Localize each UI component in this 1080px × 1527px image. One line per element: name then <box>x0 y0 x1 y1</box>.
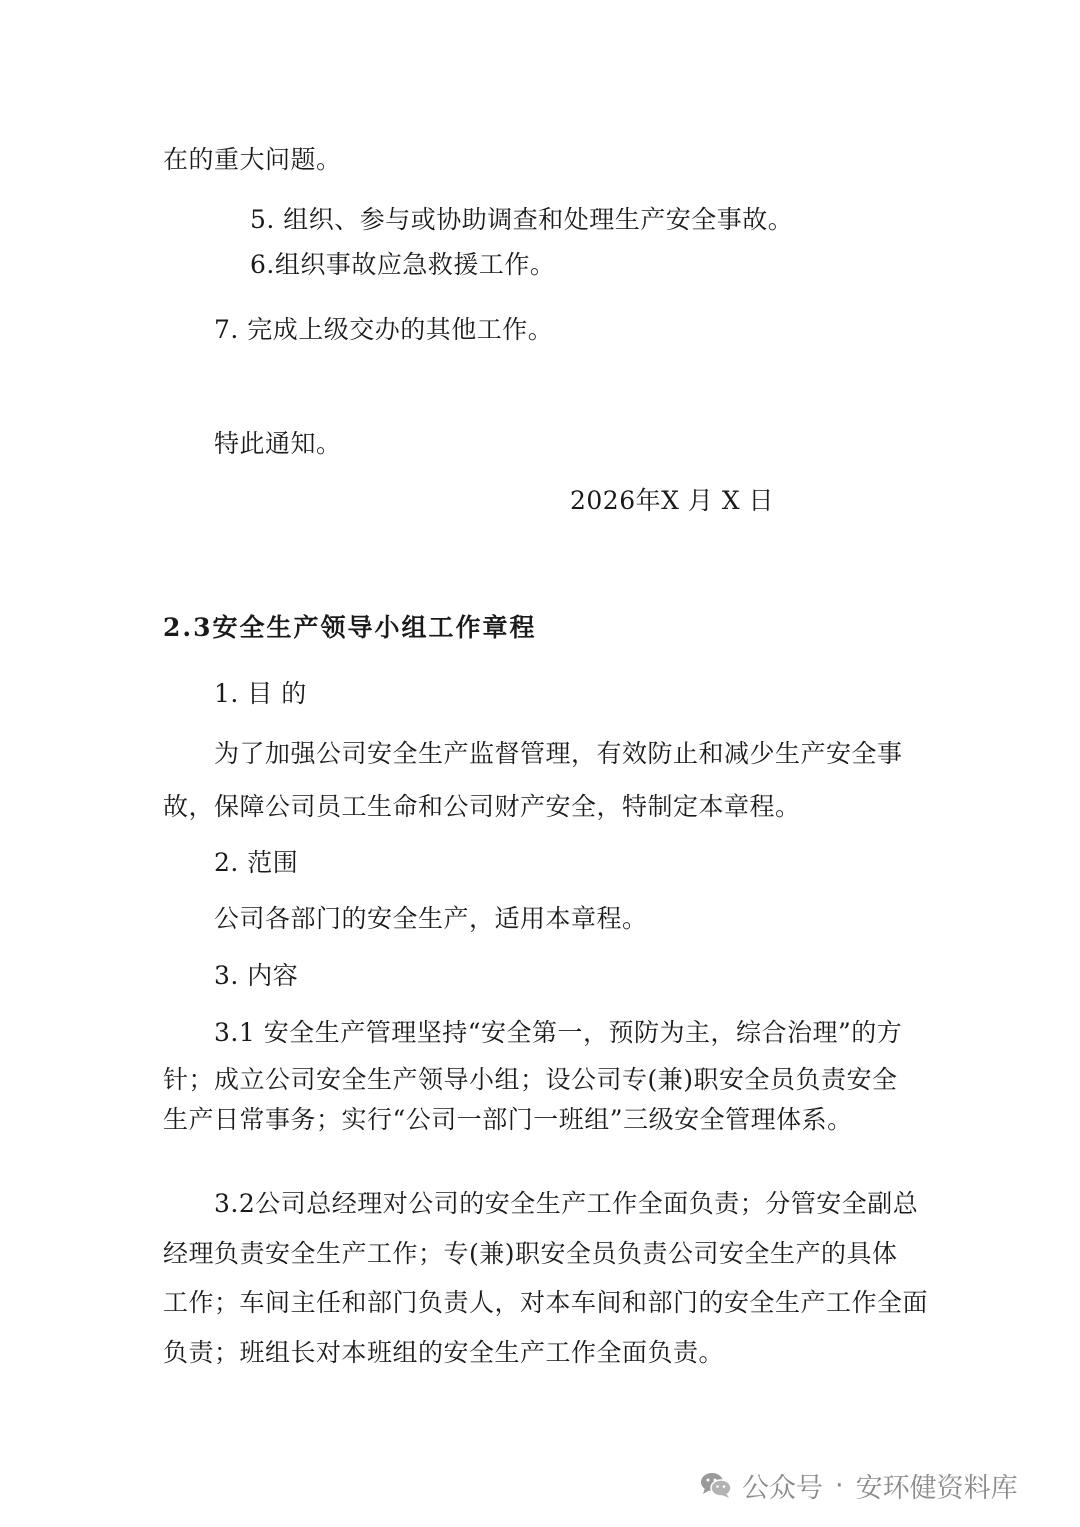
list-item-6: 6.组织事故应急救援工作。 <box>250 250 556 279</box>
subsection-scope: 2. 范围 <box>214 848 299 877</box>
watermark-label: 公众号 <box>742 1472 823 1504</box>
wechat-icon <box>700 1471 732 1499</box>
watermark-account-name: 安环健资料库 <box>855 1472 1018 1504</box>
paragraph-line: 生产日常事务；实行“公司一部门一班组”三级安全管理体系。 <box>163 1105 853 1134</box>
paragraph-line: 为了加强公司安全生产监督管理，有效防止和减少生产安全事 <box>214 739 903 768</box>
closing-text: 特此通知。 <box>214 429 342 458</box>
paragraph-line: 公司各部门的安全生产，适用本章程。 <box>214 904 648 933</box>
paragraph-line: 针；成立公司安全生产领导小组；设公司专(兼)职安全员负责安全 <box>163 1065 898 1094</box>
subsection-content: 3. 内容 <box>214 961 299 990</box>
watermark <box>700 1463 1018 1507</box>
paragraph-line: 负责；班组长对本班组的安全生产工作全面负责。 <box>163 1338 725 1367</box>
paragraph-line: 经理负责安全生产工作；专(兼)职安全员负责公司安全生产的具体 <box>163 1239 898 1268</box>
date-line: 2026年X 月 X 日 <box>570 486 775 515</box>
paragraph-line: 工作；车间主任和部门负责人，对本车间和部门的安全生产工作全面 <box>163 1288 929 1317</box>
paragraph-line: 故，保障公司员工生命和公司财产安全，特制定本章程。 <box>163 792 801 821</box>
paragraph-line: 在的重大问题。 <box>163 145 342 174</box>
list-item-5: 5. 组织、参与或协助调查和处理生产安全事故。 <box>250 205 794 234</box>
watermark-separator: · <box>835 1469 844 1501</box>
section-heading: 2.3安全生产领导小组工作章程 <box>163 613 537 642</box>
subsection-purpose: 1. 目 的 <box>214 679 307 708</box>
paragraph-line: 3.2公司总经理对公司的安全生产工作全面负责；分管安全副总 <box>214 1189 919 1218</box>
paragraph-line: 3.1 安全生产管理坚持“安全第一，预防为主，综合治理”的方 <box>214 1018 903 1047</box>
list-item-7: 7. 完成上级交办的其他工作。 <box>214 315 554 344</box>
